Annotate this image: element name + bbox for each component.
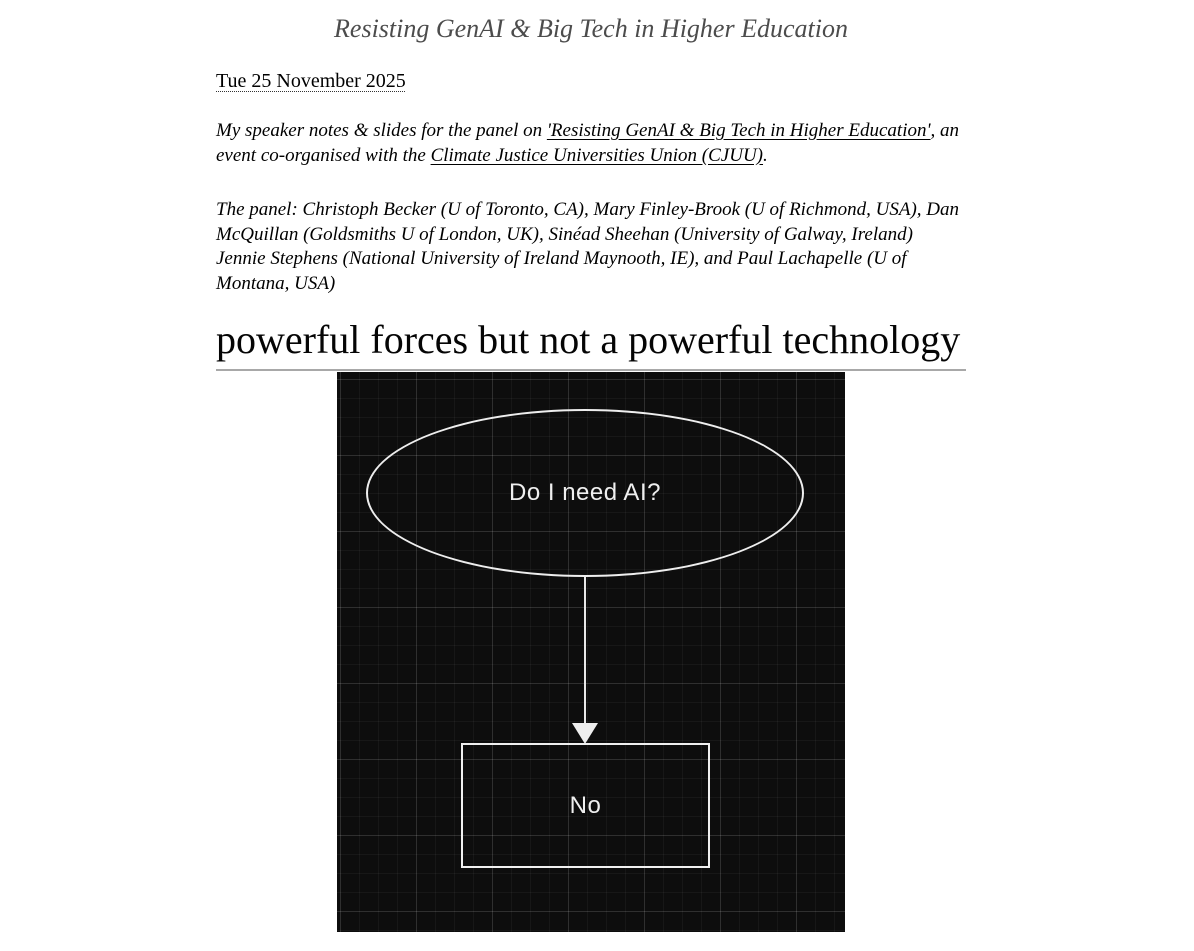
flowchart-question-label: Do I need AI? (509, 479, 661, 506)
intro-text-middle: , an event co-organised with the (216, 120, 960, 166)
intro-text-end: . (763, 144, 768, 166)
page-title: Resisting GenAI & Big Tech in Higher Education (334, 14, 848, 43)
flowchart-question-node (366, 409, 804, 577)
intro-paragraph (216, 119, 966, 168)
flowchart-answer-node (461, 743, 710, 868)
flowchart-arrow-line (584, 577, 586, 725)
intro-text-lead: My speaker notes & slides for the panel on (216, 120, 547, 141)
flowchart-answer-label: No (569, 791, 602, 819)
panel-members-paragraph: The panel: Christoph Becker (U of Toronto, CA), Mary Finley-Brook (U of Richmond, USA), Dan McQuillan (Goldsmiths U of London, UK), Sinéad Sheehan (University of Galway, Ireland) Jennie Stephens (National University of Ireland Maynooth, IE), and Paul Lachapelle (U of Montana, USA) (216, 199, 959, 294)
section-heading: powerful forces but not a powerful technology (216, 316, 966, 371)
flowchart-arrow-head-icon (572, 723, 598, 744)
cjuu-link[interactable]: Climate Justice Universities Union (CJUU) (430, 144, 764, 166)
post-date: Tue 25 November 2025 (216, 70, 406, 92)
flowchart-image (337, 372, 845, 932)
article-content (216, 0, 966, 932)
panel-event-link[interactable]: 'Resisting GenAI & Big Tech in Higher Education' (546, 120, 931, 141)
